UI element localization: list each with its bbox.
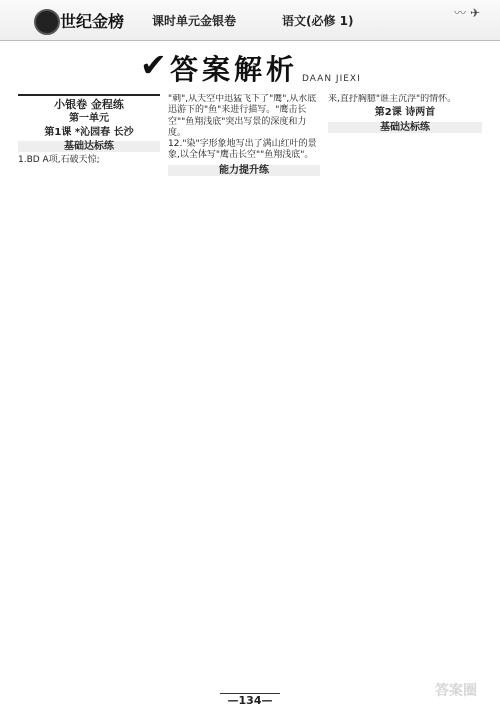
answer-paragraph: "刺",从天空中迅猛飞下了"鹰",从水底迅游下的"鱼"来进行描写。"鹰击长空""鱼翔浅底"突出写景的深度和力度。	[168, 94, 317, 138]
series-title: 课时单元金银卷	[152, 14, 237, 28]
basic-heading: 基础达标练	[18, 141, 160, 152]
divider	[18, 94, 160, 96]
bird-icon: 〰 ✈	[454, 6, 480, 20]
page-header	[0, 0, 500, 41]
answer-paragraph: 12."染"字形象地写出了满山红叶的景象,以全体写"鹰击长空""鱼翔浅底"。	[168, 139, 317, 161]
page-number: —134—	[220, 693, 280, 707]
unit-title: 第一单元	[69, 113, 109, 125]
lesson-title: 第2课 诗两首	[374, 107, 436, 119]
column-middle	[168, 94, 320, 694]
lesson-title: 第1课 *沁园春 长沙	[44, 126, 134, 138]
ability-heading: 能力提升练	[168, 165, 320, 176]
column-left	[18, 94, 160, 694]
check-icon: ✔	[140, 46, 167, 84]
column-right	[328, 94, 482, 694]
banner-pinyin: DAAN JIEXI	[302, 74, 361, 84]
section-title: 小银卷 金程练	[54, 98, 124, 111]
watermark-logo: 答案圈	[435, 683, 477, 699]
subject-title: 语文(必修 1)	[282, 14, 354, 28]
brand-logo-icon	[34, 9, 60, 35]
brand-name: 世纪金榜	[60, 12, 125, 31]
answer-paragraph: 来,直抒胸臆"谁主沉浮"的情怀。	[328, 94, 457, 104]
answer-banner	[130, 44, 370, 90]
answer-paragraph: 1.BD A项,石破天惊;	[18, 155, 100, 166]
basic-heading: 基础达标练	[328, 122, 482, 133]
banner-title: 答案解析	[170, 53, 299, 86]
